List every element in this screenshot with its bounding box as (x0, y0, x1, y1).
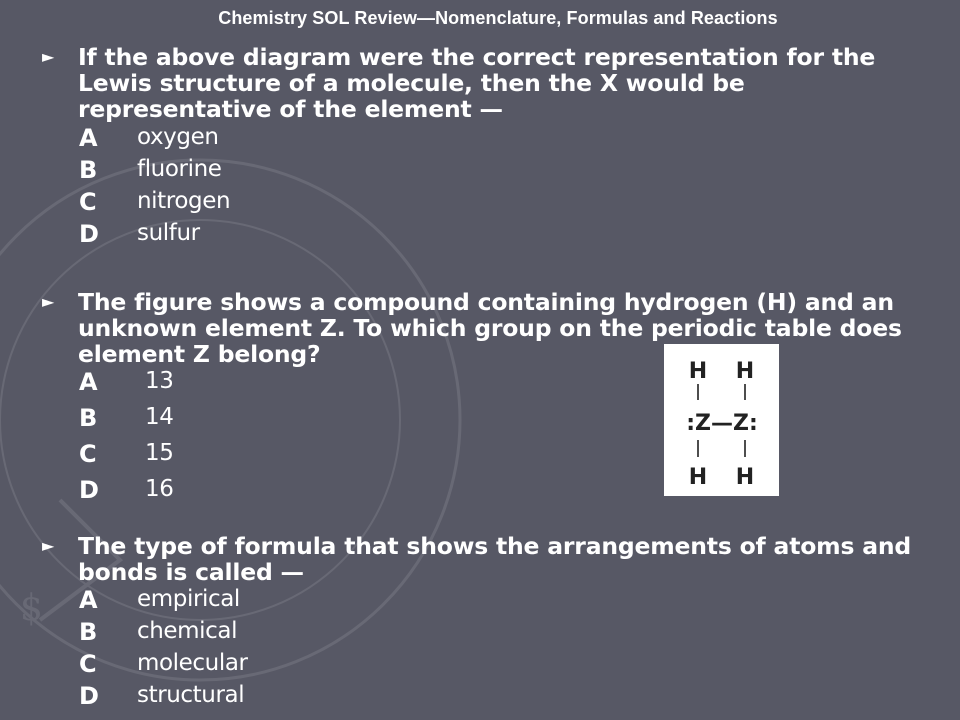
option-text: structural (137, 682, 245, 708)
option-letter: A (79, 368, 98, 396)
bullet-arrow-icon: ► (42, 47, 55, 66)
figure-h-top-right: H (735, 359, 755, 384)
figure-h-bottom-left: H (688, 465, 708, 490)
option-letter: A (79, 586, 98, 614)
option-text: sulfur (137, 220, 200, 246)
bullet-arrow-icon: ► (42, 536, 55, 555)
option-letter: C (79, 650, 97, 678)
option-text: 15 (145, 440, 174, 466)
figure-z-z-row: :Z—Z: (686, 411, 758, 436)
bullet-arrow-icon: ► (42, 292, 55, 311)
option-letter: D (79, 220, 99, 248)
option-text: empirical (137, 586, 240, 612)
option-text: fluorine (137, 156, 222, 182)
option-letter: C (79, 440, 97, 468)
option-text: molecular (137, 650, 248, 676)
option-text: 16 (145, 476, 174, 502)
figure-h-top-left: H (688, 359, 708, 384)
slide-title: Chemistry SOL Review—Nomenclature, Formulas and Reactions (218, 8, 778, 28)
option-letter: B (79, 618, 98, 646)
option-text: 13 (145, 368, 174, 394)
lewis-structure-figure (664, 344, 779, 496)
option-letter: D (79, 476, 99, 504)
option-letter: D (79, 682, 99, 710)
option-letter: B (79, 156, 98, 184)
option-text: oxygen (137, 124, 219, 150)
option-text: chemical (137, 618, 238, 644)
svg-text:$: $ (20, 588, 43, 629)
question-3-text: The type of formula that shows the arrangements of atoms and bonds is called — (78, 532, 912, 586)
option-letter: B (79, 404, 98, 432)
option-letter: A (79, 124, 98, 152)
question-1-text: If the above diagram were the correct representation for the Lewis structure of a molecule, then the X would be representative of the element — (78, 43, 876, 123)
question-2-text: The figure shows a compound containing hydrogen (H) and an unknown element Z. To which group on the periodic table does element Z belong? (78, 288, 902, 368)
option-letter: C (79, 188, 97, 216)
option-text: 14 (145, 404, 174, 430)
option-text: nitrogen (137, 188, 231, 214)
figure-h-bottom-right: H (735, 465, 755, 490)
